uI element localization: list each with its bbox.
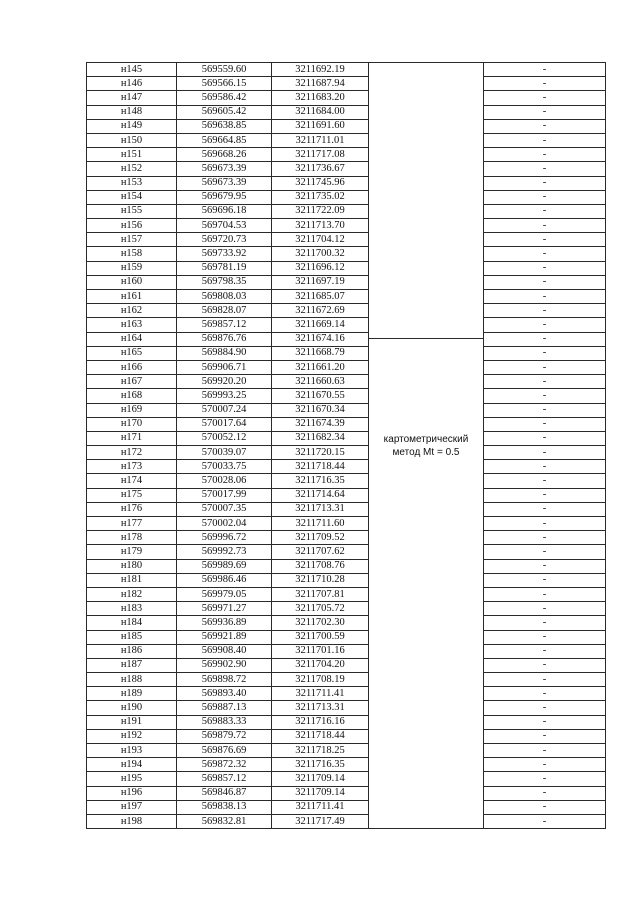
table-row (87, 602, 606, 616)
y-coordinate-cell: 3211700.32 (272, 247, 369, 261)
x-coordinate-cell: 569733.92 (177, 247, 272, 261)
y-coordinate-cell: 3211735.02 (272, 190, 369, 204)
point-name-cell: н163 (87, 318, 177, 332)
y-coordinate-cell: 3211722.09 (272, 204, 369, 218)
table-row (87, 630, 606, 644)
accuracy-label: метод Mt = 0.5 (392, 446, 460, 458)
table-row (87, 814, 606, 828)
table-row (87, 758, 606, 772)
table-row (87, 105, 606, 119)
y-coordinate-cell: 3211718.25 (272, 744, 369, 758)
y-coordinate-cell: 3211710.28 (272, 573, 369, 587)
x-coordinate-cell: 569605.42 (177, 105, 272, 119)
x-coordinate-cell: 569668.26 (177, 148, 272, 162)
point-name-cell: н187 (87, 658, 177, 672)
y-coordinate-cell: 3211709.52 (272, 531, 369, 545)
y-coordinate-cell: 3211674.39 (272, 417, 369, 431)
y-coordinate-cell: 3211704.20 (272, 658, 369, 672)
y-coordinate-cell: 3211700.59 (272, 630, 369, 644)
y-coordinate-cell: 3211708.76 (272, 559, 369, 573)
table-row (87, 162, 606, 176)
point-name-cell: н149 (87, 119, 177, 133)
point-name-cell: н170 (87, 417, 177, 431)
x-coordinate-cell: 569566.15 (177, 77, 272, 91)
table-row (87, 148, 606, 162)
point-name-cell: н195 (87, 772, 177, 786)
point-name-cell: н145 (87, 63, 177, 77)
note-cell: - (484, 176, 606, 190)
x-coordinate-cell: 570017.99 (177, 488, 272, 502)
x-coordinate-cell: 569908.40 (177, 644, 272, 658)
y-coordinate-cell: 3211704.12 (272, 233, 369, 247)
point-name-cell: н185 (87, 630, 177, 644)
point-name-cell: н161 (87, 290, 177, 304)
y-coordinate-cell: 3211701.16 (272, 644, 369, 658)
point-name-cell: н184 (87, 616, 177, 630)
note-cell: - (484, 403, 606, 417)
x-coordinate-cell: 569879.72 (177, 729, 272, 743)
note-cell: - (484, 460, 606, 474)
x-coordinate-cell: 569586.42 (177, 91, 272, 105)
x-coordinate-cell: 569673.39 (177, 162, 272, 176)
point-name-cell: н176 (87, 502, 177, 516)
x-coordinate-cell: 569921.89 (177, 630, 272, 644)
y-coordinate-cell: 3211683.20 (272, 91, 369, 105)
note-cell: - (484, 658, 606, 672)
x-coordinate-cell: 569838.13 (177, 800, 272, 814)
x-coordinate-cell: 569673.39 (177, 176, 272, 190)
table-row (87, 701, 606, 715)
x-coordinate-cell: 569893.40 (177, 687, 272, 701)
point-name-cell: н192 (87, 729, 177, 743)
x-coordinate-cell: 569638.85 (177, 119, 272, 133)
table-row (87, 63, 606, 77)
y-coordinate-cell: 3211711.01 (272, 133, 369, 147)
x-coordinate-cell: 569906.71 (177, 360, 272, 374)
note-cell: - (484, 687, 606, 701)
y-coordinate-cell: 3211669.14 (272, 318, 369, 332)
point-name-cell: н155 (87, 204, 177, 218)
table-row (87, 772, 606, 786)
x-coordinate-cell: 569936.89 (177, 616, 272, 630)
table-row (87, 488, 606, 502)
y-coordinate-cell: 3211716.35 (272, 758, 369, 772)
y-coordinate-cell: 3211716.16 (272, 715, 369, 729)
x-coordinate-cell: 569883.33 (177, 715, 272, 729)
note-cell: - (484, 190, 606, 204)
point-name-cell: н152 (87, 162, 177, 176)
note-cell: - (484, 133, 606, 147)
note-cell: - (484, 360, 606, 374)
method-label: картометрический (383, 433, 469, 445)
point-name-cell: н164 (87, 332, 177, 346)
table-row (87, 389, 606, 403)
table-row (87, 360, 606, 374)
x-coordinate-cell: 569971.27 (177, 602, 272, 616)
x-coordinate-cell: 569979.05 (177, 587, 272, 601)
note-cell: - (484, 474, 606, 488)
x-coordinate-cell: 569828.07 (177, 304, 272, 318)
table-row (87, 573, 606, 587)
table-row (87, 502, 606, 516)
point-name-cell: н182 (87, 587, 177, 601)
table-row (87, 304, 606, 318)
x-coordinate-cell: 569898.72 (177, 673, 272, 687)
note-cell: - (484, 204, 606, 218)
note-cell: - (484, 304, 606, 318)
table-row (87, 219, 606, 233)
table-row (87, 417, 606, 431)
y-coordinate-cell: 3211716.35 (272, 474, 369, 488)
point-name-cell: н191 (87, 715, 177, 729)
x-coordinate-cell: 569876.76 (177, 332, 272, 346)
point-name-cell: н156 (87, 219, 177, 233)
x-coordinate-cell: 569808.03 (177, 290, 272, 304)
point-name-cell: н194 (87, 758, 177, 772)
table-row (87, 318, 606, 332)
table-row (87, 559, 606, 573)
note-cell: - (484, 148, 606, 162)
table-row (87, 715, 606, 729)
y-coordinate-cell: 3211685.07 (272, 290, 369, 304)
point-name-cell: н153 (87, 176, 177, 190)
y-coordinate-cell: 3211713.31 (272, 502, 369, 516)
table-row (87, 77, 606, 91)
table-row (87, 729, 606, 743)
table-row (87, 204, 606, 218)
point-name-cell: н159 (87, 261, 177, 275)
y-coordinate-cell: 3211717.49 (272, 814, 369, 828)
point-name-cell: н173 (87, 460, 177, 474)
point-name-cell: н189 (87, 687, 177, 701)
x-coordinate-cell: 570028.06 (177, 474, 272, 488)
note-cell: - (484, 91, 606, 105)
y-coordinate-cell: 3211692.19 (272, 63, 369, 77)
note-cell: - (484, 573, 606, 587)
x-coordinate-cell: 569832.81 (177, 814, 272, 828)
table-row (87, 247, 606, 261)
y-coordinate-cell: 3211711.60 (272, 517, 369, 531)
point-name-cell: н171 (87, 431, 177, 445)
x-coordinate-cell: 569996.72 (177, 531, 272, 545)
point-name-cell: н166 (87, 360, 177, 374)
note-cell: - (484, 729, 606, 743)
point-name-cell: н151 (87, 148, 177, 162)
point-name-cell: н150 (87, 133, 177, 147)
x-coordinate-cell: 569857.12 (177, 318, 272, 332)
note-cell: - (484, 772, 606, 786)
point-name-cell: н197 (87, 800, 177, 814)
note-cell: - (484, 800, 606, 814)
x-coordinate-cell: 569876.69 (177, 744, 272, 758)
table-row (87, 545, 606, 559)
point-name-cell: н169 (87, 403, 177, 417)
note-cell: - (484, 318, 606, 332)
table-row (87, 119, 606, 133)
coordinates-table (86, 62, 606, 829)
note-cell: - (484, 233, 606, 247)
note-cell: - (484, 446, 606, 460)
x-coordinate-cell: 569679.95 (177, 190, 272, 204)
point-name-cell: н162 (87, 304, 177, 318)
note-cell: - (484, 77, 606, 91)
point-name-cell: н186 (87, 644, 177, 658)
point-name-cell: н196 (87, 786, 177, 800)
table-row (87, 786, 606, 800)
table-row (87, 275, 606, 289)
x-coordinate-cell: 569559.60 (177, 63, 272, 77)
table-row (87, 616, 606, 630)
point-name-cell: н183 (87, 602, 177, 616)
y-coordinate-cell: 3211670.55 (272, 389, 369, 403)
method-cell (369, 63, 484, 829)
point-name-cell: н178 (87, 531, 177, 545)
note-cell: - (484, 701, 606, 715)
y-coordinate-cell: 3211713.70 (272, 219, 369, 233)
note-cell: - (484, 375, 606, 389)
note-cell: - (484, 786, 606, 800)
y-coordinate-cell: 3211682.34 (272, 431, 369, 445)
y-coordinate-cell: 3211670.34 (272, 403, 369, 417)
table-row (87, 446, 606, 460)
y-coordinate-cell: 3211711.41 (272, 687, 369, 701)
y-coordinate-cell: 3211705.72 (272, 602, 369, 616)
y-coordinate-cell: 3211717.08 (272, 148, 369, 162)
x-coordinate-cell: 569887.13 (177, 701, 272, 715)
x-coordinate-cell: 569781.19 (177, 261, 272, 275)
table-row (87, 431, 606, 445)
note-cell: - (484, 559, 606, 573)
note-cell: - (484, 332, 606, 346)
x-coordinate-cell: 569720.73 (177, 233, 272, 247)
note-cell: - (484, 488, 606, 502)
y-coordinate-cell: 3211709.14 (272, 786, 369, 800)
table-row (87, 531, 606, 545)
point-name-cell: н175 (87, 488, 177, 502)
x-coordinate-cell: 569846.87 (177, 786, 272, 800)
x-coordinate-cell: 569664.85 (177, 133, 272, 147)
point-name-cell: н168 (87, 389, 177, 403)
point-name-cell: н148 (87, 105, 177, 119)
point-name-cell: н177 (87, 517, 177, 531)
point-name-cell: н174 (87, 474, 177, 488)
table-row (87, 403, 606, 417)
table-row (87, 517, 606, 531)
x-coordinate-cell: 569986.46 (177, 573, 272, 587)
table-row (87, 800, 606, 814)
table-row (87, 744, 606, 758)
x-coordinate-cell: 570007.35 (177, 502, 272, 516)
point-name-cell: н172 (87, 446, 177, 460)
y-coordinate-cell: 3211684.00 (272, 105, 369, 119)
point-name-cell: н179 (87, 545, 177, 559)
note-cell: - (484, 715, 606, 729)
note-cell: - (484, 247, 606, 261)
note-cell: - (484, 616, 606, 630)
table-row (87, 474, 606, 488)
note-cell: - (484, 630, 606, 644)
y-coordinate-cell: 3211709.14 (272, 772, 369, 786)
y-coordinate-cell: 3211674.16 (272, 332, 369, 346)
point-name-cell: н147 (87, 91, 177, 105)
x-coordinate-cell: 570052.12 (177, 431, 272, 445)
point-name-cell: н188 (87, 673, 177, 687)
note-cell: - (484, 502, 606, 516)
table-row (87, 673, 606, 687)
x-coordinate-cell: 570017.64 (177, 417, 272, 431)
table-row (87, 587, 606, 601)
x-coordinate-cell: 569798.35 (177, 275, 272, 289)
note-cell: - (484, 162, 606, 176)
y-coordinate-cell: 3211696.12 (272, 261, 369, 275)
table-row (87, 290, 606, 304)
x-coordinate-cell: 569992.73 (177, 545, 272, 559)
y-coordinate-cell: 3211718.44 (272, 460, 369, 474)
x-coordinate-cell: 569857.12 (177, 772, 272, 786)
point-name-cell: н157 (87, 233, 177, 247)
table-row (87, 687, 606, 701)
x-coordinate-cell: 569989.69 (177, 559, 272, 573)
point-name-cell: н180 (87, 559, 177, 573)
note-cell: - (484, 389, 606, 403)
y-coordinate-cell: 3211697.19 (272, 275, 369, 289)
table-row (87, 375, 606, 389)
y-coordinate-cell: 3211720.15 (272, 446, 369, 460)
table-row (87, 233, 606, 247)
table-row (87, 133, 606, 147)
point-name-cell: н154 (87, 190, 177, 204)
y-coordinate-cell: 3211687.94 (272, 77, 369, 91)
note-cell: - (484, 219, 606, 233)
table-row (87, 190, 606, 204)
point-name-cell: н146 (87, 77, 177, 91)
point-name-cell: н181 (87, 573, 177, 587)
point-name-cell: н158 (87, 247, 177, 261)
y-coordinate-cell: 3211708.19 (272, 673, 369, 687)
y-coordinate-cell: 3211661.20 (272, 360, 369, 374)
note-cell: - (484, 602, 606, 616)
x-coordinate-cell: 569872.32 (177, 758, 272, 772)
x-coordinate-cell: 569704.53 (177, 219, 272, 233)
table-row (87, 176, 606, 190)
table-row (87, 460, 606, 474)
y-coordinate-cell: 3211702.30 (272, 616, 369, 630)
note-cell: - (484, 63, 606, 77)
note-cell: - (484, 517, 606, 531)
x-coordinate-cell: 570039.07 (177, 446, 272, 460)
x-coordinate-cell: 569920.20 (177, 375, 272, 389)
note-cell: - (484, 744, 606, 758)
point-name-cell: н167 (87, 375, 177, 389)
table-row (87, 261, 606, 275)
y-coordinate-cell: 3211714.64 (272, 488, 369, 502)
point-name-cell: н198 (87, 814, 177, 828)
point-name-cell: н190 (87, 701, 177, 715)
coordinates-table-body (87, 63, 606, 829)
note-cell: - (484, 290, 606, 304)
note-cell: - (484, 105, 606, 119)
x-coordinate-cell: 570033.75 (177, 460, 272, 474)
note-cell: - (484, 673, 606, 687)
note-cell: - (484, 261, 606, 275)
note-cell: - (484, 545, 606, 559)
y-coordinate-cell: 3211707.81 (272, 587, 369, 601)
y-coordinate-cell: 3211707.62 (272, 545, 369, 559)
note-cell: - (484, 587, 606, 601)
cell-divider-line (369, 338, 483, 339)
x-coordinate-cell: 569696.18 (177, 204, 272, 218)
point-name-cell: н193 (87, 744, 177, 758)
note-cell: - (484, 814, 606, 828)
y-coordinate-cell: 3211711.41 (272, 800, 369, 814)
x-coordinate-cell: 569884.90 (177, 346, 272, 360)
table-row (87, 346, 606, 360)
x-coordinate-cell: 570007.24 (177, 403, 272, 417)
table-row (87, 658, 606, 672)
note-cell: - (484, 758, 606, 772)
table-row (87, 91, 606, 105)
note-cell: - (484, 531, 606, 545)
note-cell: - (484, 119, 606, 133)
y-coordinate-cell: 3211718.44 (272, 729, 369, 743)
y-coordinate-cell: 3211672.69 (272, 304, 369, 318)
note-cell: - (484, 417, 606, 431)
y-coordinate-cell: 3211713.31 (272, 701, 369, 715)
note-cell: - (484, 644, 606, 658)
y-coordinate-cell: 3211736.67 (272, 162, 369, 176)
method-text (369, 433, 483, 459)
note-cell: - (484, 275, 606, 289)
y-coordinate-cell: 3211745.96 (272, 176, 369, 190)
y-coordinate-cell: 3211691.60 (272, 119, 369, 133)
note-cell: - (484, 346, 606, 360)
x-coordinate-cell: 569993.25 (177, 389, 272, 403)
point-name-cell: н160 (87, 275, 177, 289)
note-cell: - (484, 431, 606, 445)
y-coordinate-cell: 3211660.63 (272, 375, 369, 389)
x-coordinate-cell: 570002.04 (177, 517, 272, 531)
y-coordinate-cell: 3211668.79 (272, 346, 369, 360)
x-coordinate-cell: 569902.90 (177, 658, 272, 672)
table-row (87, 644, 606, 658)
table-row (87, 332, 606, 346)
point-name-cell: н165 (87, 346, 177, 360)
